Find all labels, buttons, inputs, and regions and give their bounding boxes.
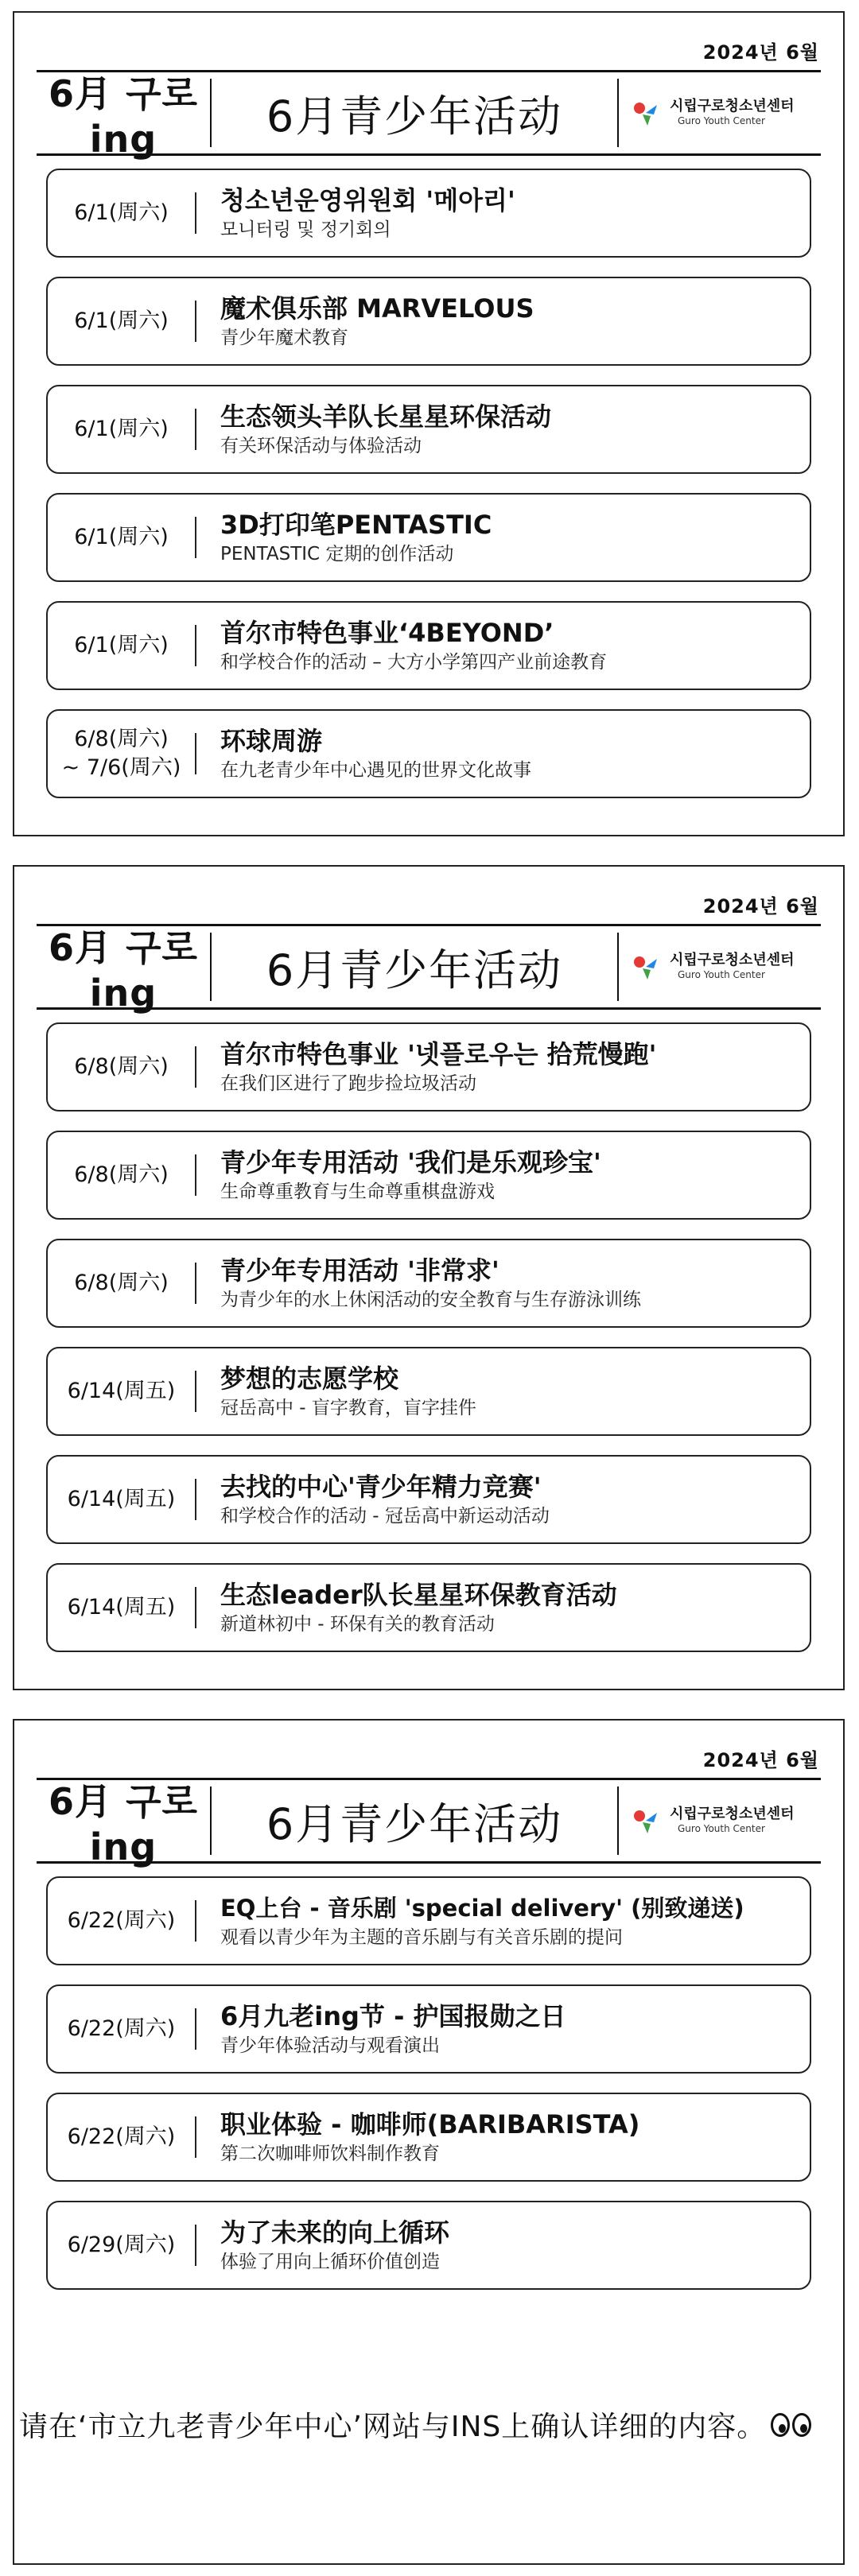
activity-title: 魔术俱乐部 MARVELOUS — [220, 293, 534, 324]
page-header — [37, 70, 821, 161]
activity-item — [46, 277, 811, 366]
page-date: 2024년 6월 — [702, 895, 819, 918]
center-logo — [619, 97, 821, 129]
activity-date: 6/1(周六) — [74, 200, 169, 225]
activity-date: 6/8(周六) — [74, 1054, 169, 1079]
page-1 — [13, 11, 845, 836]
activity-title: 首尔市特色事业 '넷플로우는 拾荒慢跑' — [220, 1039, 657, 1069]
activity-date: 6/1(周六) — [74, 417, 169, 441]
activity-item — [46, 1131, 811, 1220]
activity-date: 6/1(周六) — [74, 525, 169, 549]
logo-korean-name: 시립구로청소년센터 — [670, 1806, 795, 1822]
activity-title: 青少年专用活动 '我们是乐观珍宝' — [220, 1147, 601, 1177]
footer-note — [19, 2404, 811, 2445]
activity-item — [46, 1984, 811, 2074]
activity-subtitle: PENTASTIC 定期的创作活动 — [220, 544, 454, 564]
center-logo — [619, 951, 821, 983]
activity-item — [46, 1455, 811, 1544]
center-logo — [619, 1805, 821, 1837]
header-left-title: 6月 구로ing — [49, 926, 198, 1014]
logo-icon — [630, 1805, 662, 1837]
activity-title: 职业体验 - 咖啡师(BARIBARISTA) — [220, 2109, 640, 2140]
logo-korean-name: 시립구로청소년센터 — [670, 98, 795, 114]
activity-item — [46, 1239, 811, 1328]
activity-date: 6/8(周六) — [74, 1162, 169, 1187]
logo-english-name: Guro Youth Center — [678, 115, 765, 126]
activity-subtitle: 모니터링 및 정기회의 — [220, 219, 391, 240]
activity-subtitle: 有关环保活动与体验活动 — [220, 436, 422, 456]
activity-subtitle: 在我们区进行了跑步捡垃圾活动 — [220, 1073, 476, 1094]
activity-subtitle: 观看以青少年为主题的音乐剧与有关音乐剧的提问 — [220, 1927, 623, 1948]
activity-date: 6/8(周六) — [74, 1271, 169, 1295]
activity-title: 6月九老ing节 - 护国报勋之日 — [220, 2001, 566, 2031]
page-header — [37, 1778, 821, 1868]
activity-item — [46, 493, 811, 582]
activity-title: 青少年专用活动 '非常求' — [220, 1255, 499, 1286]
header-left-title: 6月 구로ing — [49, 1780, 198, 1868]
activity-date: 6/8(周六) ~ 7/6(周六) — [61, 727, 181, 780]
activity-subtitle: 新道林初中 - 环保有关的教育活动 — [220, 1614, 495, 1635]
activity-date: 6/22(周六) — [67, 1908, 176, 1933]
header-center-title: 6月青少年活动 — [266, 945, 563, 995]
activity-subtitle: 体验了用向上循环价值创造 — [220, 2252, 440, 2272]
activity-date: 6/22(周六) — [67, 2124, 176, 2149]
activity-item — [46, 2201, 811, 2290]
activity-subtitle: 青少年体验活动与观看演出 — [220, 2035, 440, 2056]
header-center-title: 6月青少年活动 — [266, 91, 563, 142]
activity-title: 为了未来的向上循环 — [220, 2217, 450, 2248]
activity-date: 6/1(周六) — [74, 633, 169, 658]
activity-title: 生态领头羊队长星星环保活动 — [220, 402, 552, 432]
activity-subtitle: 第二次咖啡师饮料制作教育 — [220, 2143, 440, 2164]
activity-date: 6/29(周六) — [67, 2233, 176, 2257]
activity-subtitle: 生命尊重教育与生命尊重棋盘游戏 — [220, 1181, 495, 1202]
activity-subtitle: 和学校合作的活动 - 冠岳高中新运动活动 — [220, 1506, 550, 1527]
activity-subtitle: 为青少年的水上休闲活动的安全教育与生存游泳训练 — [220, 1290, 641, 1310]
activity-item — [46, 1563, 811, 1652]
activity-title: EQ上台 - 音乐剧 'special delivery' (别致递送) — [220, 1895, 744, 1922]
page-date: 2024년 6월 — [702, 1749, 819, 1771]
activity-item — [46, 1347, 811, 1436]
logo-english-name: Guro Youth Center — [678, 1823, 765, 1834]
activity-item — [46, 1876, 811, 1965]
activity-subtitle: 在九老青少年中心遇见的世界文化故事 — [220, 760, 531, 781]
activity-date: 6/14(周五) — [67, 1487, 176, 1511]
footer-text: 请在‘市立九老青少年中心’网站与INS上确认详细的内容。 — [19, 2411, 767, 2443]
header-left-title: 6月 구로ing — [49, 72, 198, 161]
activity-title: 环球周游 — [220, 726, 323, 756]
activity-title: 生态leader队长星星环保教育活动 — [220, 1580, 617, 1610]
eyes-icon — [771, 2413, 811, 2437]
logo-english-name: Guro Youth Center — [678, 969, 765, 980]
activity-item — [46, 169, 811, 258]
activity-subtitle: 和学校合作的活动 – 大方小学第四产业前途教育 — [220, 652, 608, 673]
header-center-title: 6月青少年活动 — [266, 1798, 563, 1849]
activity-title: 梦想的志愿学校 — [220, 1364, 399, 1394]
activity-item — [46, 2093, 811, 2182]
logo-korean-name: 시립구로청소년센터 — [670, 952, 795, 968]
activity-item — [46, 601, 811, 690]
activity-item — [46, 385, 811, 474]
activity-subtitle: 青少年魔术教育 — [220, 328, 348, 348]
activity-title: 청소년운영위원회 '메아리' — [220, 185, 515, 215]
activity-list — [46, 1876, 811, 2309]
activity-item — [46, 1022, 811, 1111]
activity-date: 6/14(周五) — [67, 1379, 176, 1403]
page-header — [37, 924, 821, 1014]
logo-icon — [630, 951, 662, 983]
activity-date: 6/1(周六) — [74, 308, 169, 333]
activity-title: 去找的中心'青少年精力竞赛' — [220, 1472, 542, 1502]
activity-list — [46, 169, 811, 817]
activity-list — [46, 1022, 811, 1671]
activity-date: 6/22(周六) — [67, 2016, 176, 2041]
activity-date: 6/14(周五) — [67, 1595, 176, 1620]
page-2 — [13, 865, 845, 1690]
page-date: 2024년 6월 — [702, 41, 819, 64]
activity-item — [46, 709, 811, 798]
logo-icon — [630, 97, 662, 129]
activity-title: 3D打印笔PENTASTIC — [220, 510, 492, 540]
activity-subtitle: 冠岳高中 - 盲字教育，盲字挂件 — [220, 1398, 476, 1418]
activity-title: 首尔市特色事业‘4BEYOND’ — [220, 618, 554, 648]
